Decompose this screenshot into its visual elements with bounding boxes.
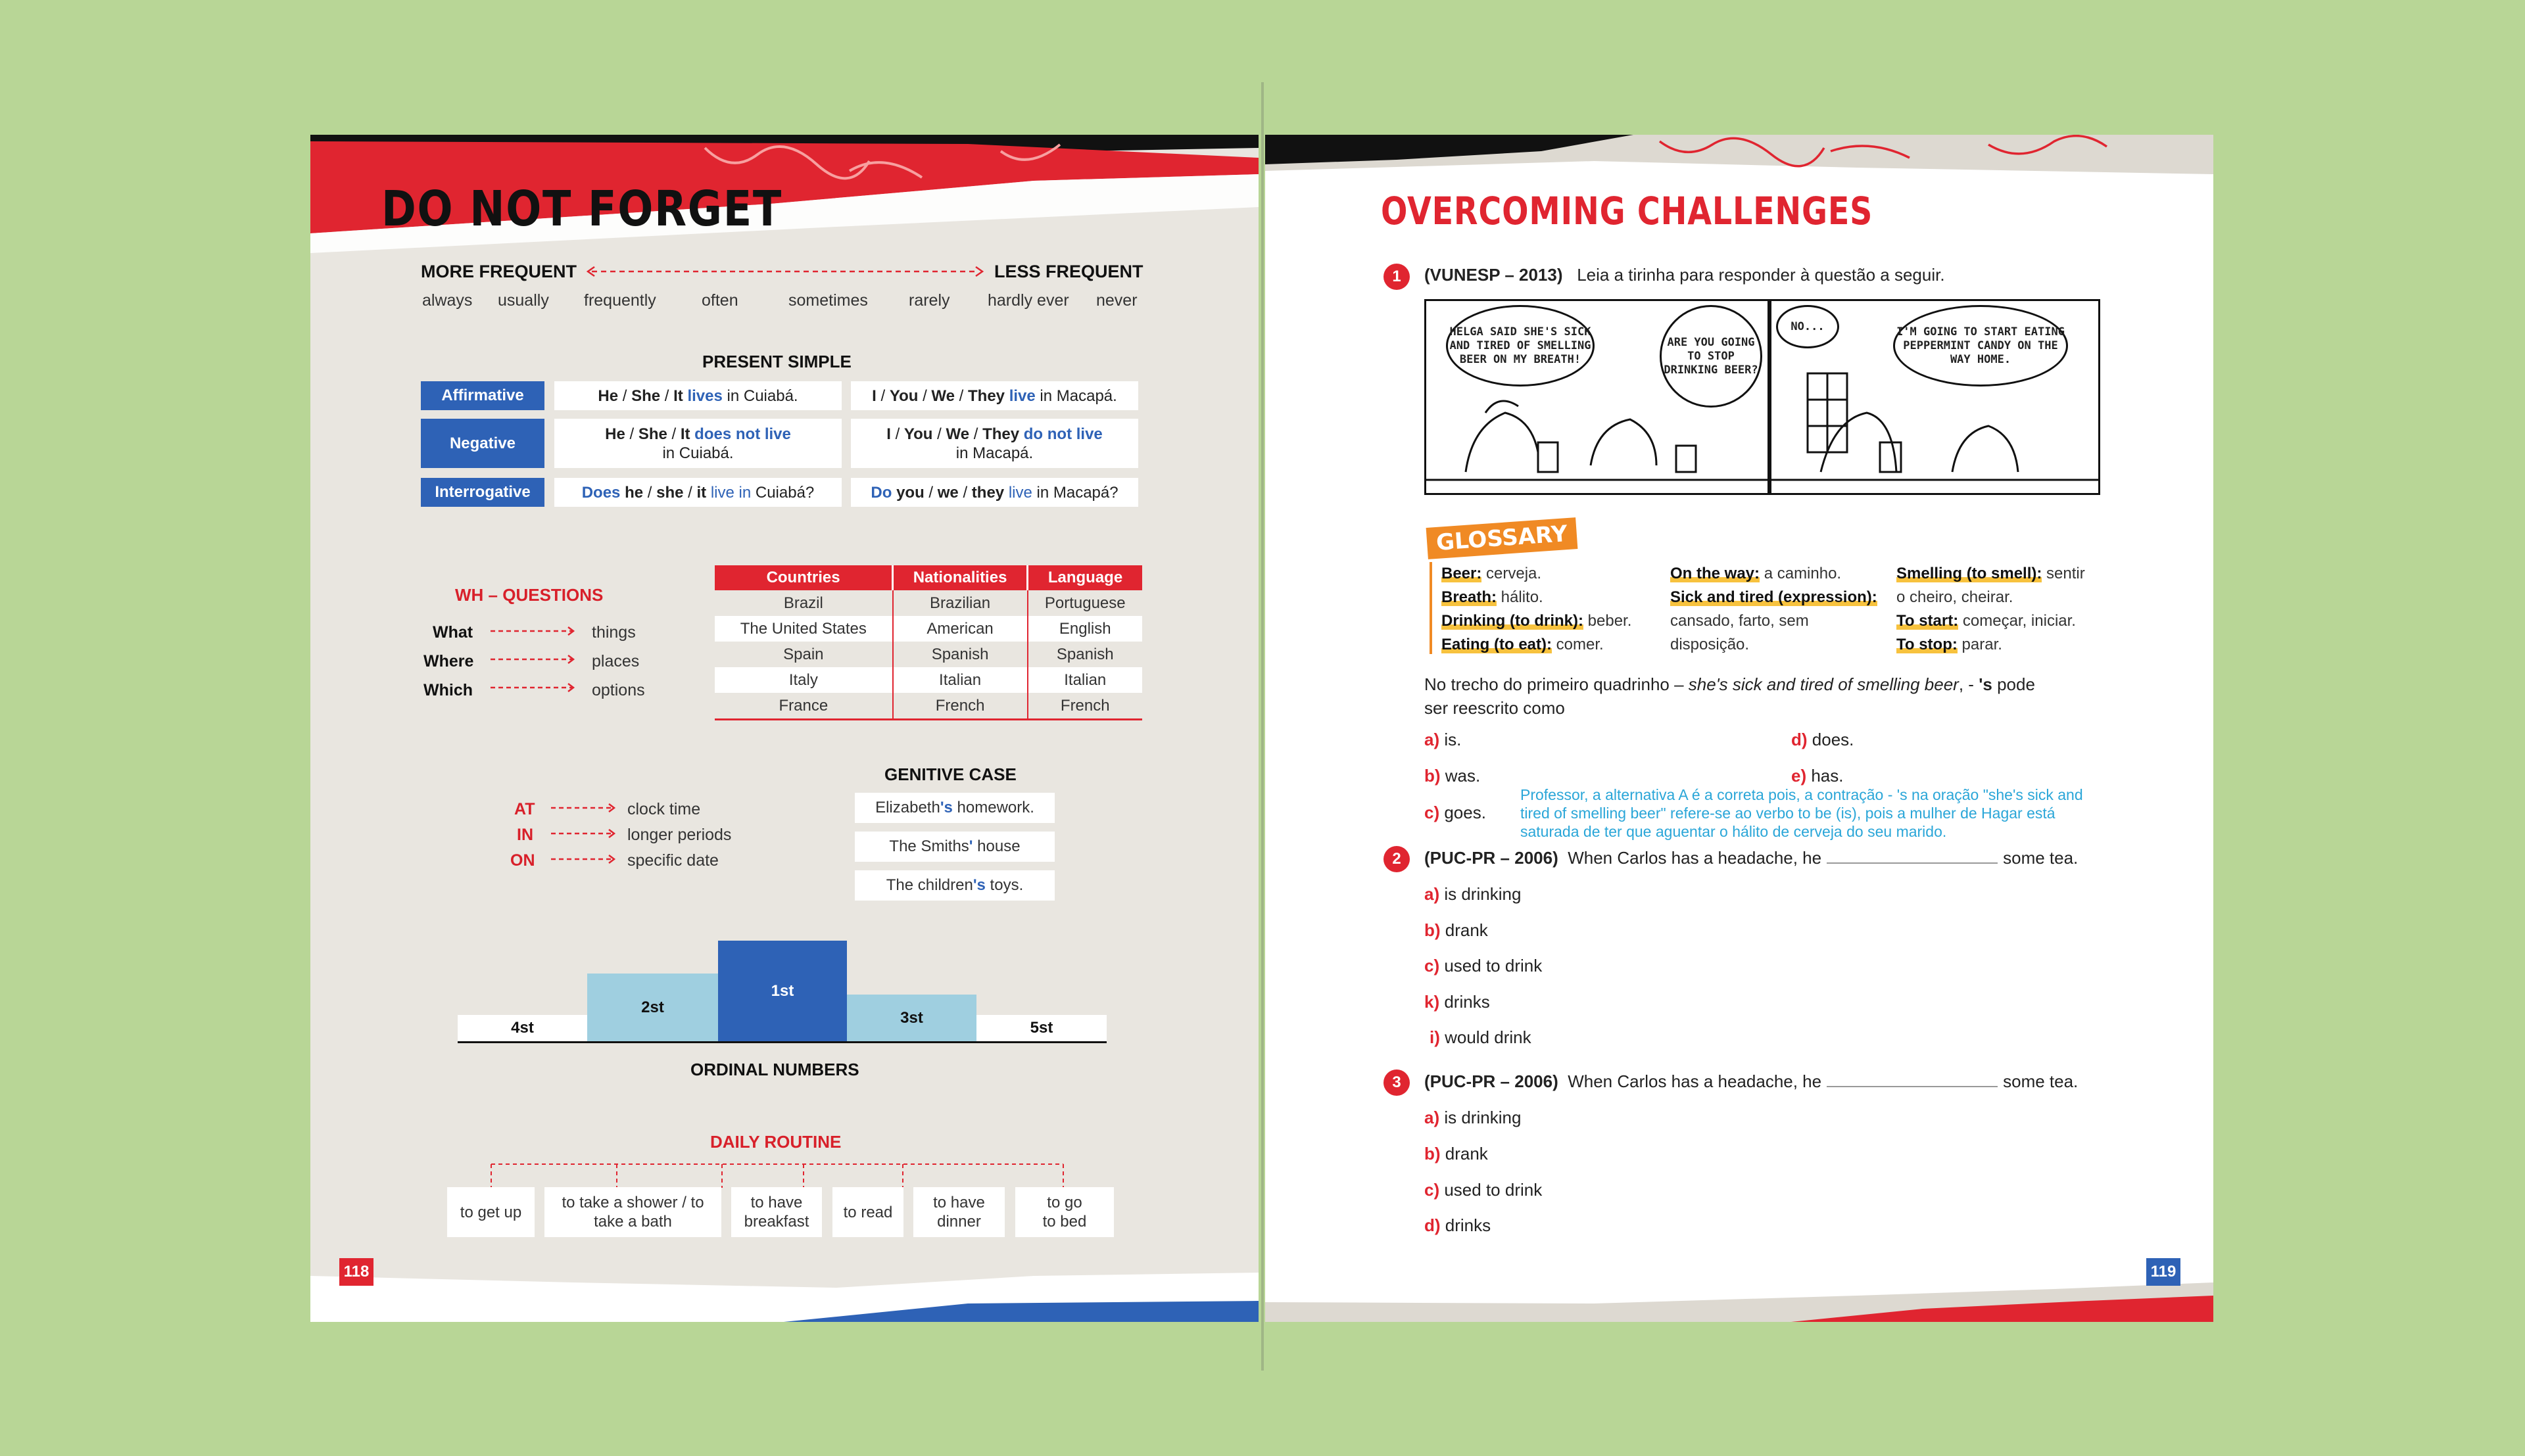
table-cell: The United States [715, 616, 893, 642]
table-cell: Portuguese [1028, 590, 1142, 616]
table-cell: English [1028, 616, 1142, 642]
table-cell: French [1028, 693, 1142, 720]
col-countries: Countries [715, 565, 893, 590]
book-spine [1261, 82, 1264, 1371]
routine-get-up: to get up [447, 1187, 535, 1237]
wh-places: places [592, 652, 640, 670]
page-title-right: OVERCOMING CHALLENGES [1381, 189, 1873, 233]
q3-option-a[interactable]: a) is drinking [1424, 1108, 1522, 1127]
affirmative-other-persons: I / You / We / They live in Macapá. [851, 381, 1138, 410]
frequency-arrow [585, 265, 986, 278]
ordinal-numbers-title: ORDINAL NUMBERS [690, 1060, 859, 1079]
comic-strip [1424, 299, 2100, 495]
freq-sometimes: sometimes [788, 291, 868, 310]
genitive-title: GENITIVE CASE [884, 764, 1017, 784]
genitive-example-2: The Smiths' house [855, 832, 1055, 862]
prep-specific-date: specific date [627, 851, 719, 870]
table-cell: France [715, 693, 893, 720]
present-simple-title: PRESENT SIMPLE [702, 352, 852, 371]
q3-option-b[interactable]: b) drank [1424, 1144, 1488, 1163]
q2-option-k[interactable]: k) drinks [1424, 992, 1490, 1012]
freq-rarely: rarely [909, 291, 950, 310]
left-page [310, 135, 1259, 1322]
table-cell: American [893, 616, 1028, 642]
teacher-note: Professor, a alternativa A é a correta pois, a contração - 's na oração "she's sick and tired of smelling beer" refere-se ao verbo to be (is), pois a mulher de Hagar está saturada de ter que aguentar o hálito de cerveja do seu marido. [1520, 786, 2083, 840]
interrogative-label: Interrogative [421, 478, 544, 507]
right-bottom-banner [1265, 1263, 2213, 1322]
podium-base [458, 1041, 1107, 1043]
q1-option-e[interactable]: e) has. [1791, 766, 1844, 786]
q2-option-a[interactable]: a) is drinking [1424, 884, 1522, 904]
wh-where: Where [423, 652, 474, 670]
glossary-bar [1430, 562, 1432, 654]
affirmative-third-person: He / She / It lives in Cuiabá. [554, 381, 842, 410]
page-number-left: 118 [339, 1258, 373, 1286]
negative-label: Negative [421, 419, 544, 468]
wh-options: options [592, 681, 645, 699]
prep-on: ON [510, 851, 535, 870]
podium-4st: 4st [458, 1015, 587, 1041]
question-2-header: (PUC-PR – 2006) When Carlos has a headache, he some tea. [1424, 848, 2079, 868]
comic-bubble-1: HELGA SAID SHE'S SICK AND TIRED OF SMELLING BEER ON MY BREATH! [1446, 305, 1595, 387]
podium-3st: 3st [847, 995, 976, 1041]
prep-at: AT [514, 800, 535, 818]
glossary-col-3: Smelling (to smell): sentir o cheiro, cheirar. To start: começar, iniciar. To stop: parar. [1896, 565, 2085, 653]
negative-other-persons: I / You / We / They do not live in Macapá. [851, 419, 1138, 468]
affirmative-label: Affirmative [421, 381, 544, 410]
genitive-example-3: The children's toys. [855, 870, 1055, 901]
routine-read: to read [832, 1187, 903, 1237]
question-3-number: 3 [1383, 1069, 1410, 1096]
wh-things: things [592, 623, 636, 642]
negative-third-person: He / She / It does not live in Cuiabá. [554, 419, 842, 468]
freq-usually: usually [498, 291, 549, 310]
q1-option-a[interactable]: a) is. [1424, 730, 1462, 749]
question-3-header: (PUC-PR – 2006) When Carlos has a headache, he some tea. [1424, 1071, 2079, 1091]
table-cell: French [893, 693, 1028, 720]
routine-bed: to go to bed [1015, 1187, 1114, 1237]
table-row [715, 667, 1142, 693]
table-row [715, 590, 1142, 616]
left-bottom-banner [310, 1256, 1259, 1322]
col-language: Language [1028, 565, 1142, 590]
wh-arrows [488, 624, 580, 697]
less-frequent-label: LESS FREQUENT [994, 262, 1143, 281]
q3-option-c[interactable]: c) used to drink [1424, 1180, 1543, 1200]
freq-often: often [702, 291, 738, 310]
prep-in: IN [517, 826, 533, 844]
interrogative-third-person: Does he / she / it live in Cuiabá? [554, 478, 842, 507]
q1-option-b[interactable]: b) was. [1424, 766, 1481, 786]
q1-option-d[interactable]: d) does. [1791, 730, 1854, 749]
table-row [715, 616, 1142, 642]
table-cell: Spanish [1028, 642, 1142, 667]
right-top-banner [1265, 135, 2213, 181]
table-cell: Spanish [893, 642, 1028, 667]
question-1-header: (VUNESP – 2013) Leia a tirinha para responder à questão a seguir. [1424, 265, 1945, 285]
table-cell: Spain [715, 642, 893, 667]
podium-1st: 1st [718, 941, 847, 1041]
comic-bubble-3: NO... [1776, 305, 1839, 348]
interrogative-other-persons: Do you / we / they live in Macapá? [851, 478, 1138, 507]
q2-blank [1827, 862, 1998, 864]
routine-dinner: to have dinner [913, 1187, 1005, 1237]
page-number-right: 119 [2146, 1258, 2180, 1286]
comic-bubble-2: ARE YOU GOING TO STOP DRINKING BEER? [1660, 305, 1762, 408]
prep-longer-periods: longer periods [627, 826, 732, 844]
q2-option-i[interactable]: i) would drink [1430, 1027, 1531, 1047]
col-nationalities: Nationalities [893, 565, 1028, 590]
podium-2st: 2st [587, 974, 718, 1041]
glossary-col-2: On the way: a caminho. Sick and tired (expression): cansado, farto, sem disposição. [1670, 565, 1877, 653]
table-cell: Brazil [715, 590, 893, 616]
prep-arrows [548, 801, 621, 867]
podium-5st: 5st [976, 1015, 1107, 1041]
q3-blank [1827, 1086, 1998, 1087]
freq-never: never [1096, 291, 1138, 310]
countries-table [715, 565, 1142, 720]
routine-breakfast: to have breakfast [731, 1187, 822, 1237]
table-cell: Italian [893, 667, 1028, 693]
table-cell: Brazilian [893, 590, 1028, 616]
q3-option-d[interactable]: d) drinks [1424, 1215, 1491, 1235]
question-1-prompt: No trecho do primeiro quadrinho – she's sick and tired of smelling beer, - 's pode ser reescrito como [1424, 674, 2035, 718]
wh-what: What [433, 623, 473, 642]
freq-frequently: frequently [584, 291, 656, 310]
daily-routine-title: DAILY ROUTINE [710, 1132, 842, 1152]
question-1-number: 1 [1383, 264, 1410, 290]
question-2-number: 2 [1383, 846, 1410, 872]
routine-shower: to take a shower / to take a bath [544, 1187, 721, 1237]
table-row [715, 693, 1142, 720]
table-row [715, 642, 1142, 667]
freq-always: always [422, 291, 473, 310]
q2-option-b[interactable]: b) drank [1424, 920, 1488, 940]
glossary-tag: GLOSSARY [1426, 517, 1578, 559]
table-cell: Italian [1028, 667, 1142, 693]
glossary-col-1: Beer: cerveja. Breath: hálito. Drinking (to drink): beber. Eating (to eat): comer. [1441, 565, 1632, 653]
table-cell: Italy [715, 667, 893, 693]
genitive-example-1: Elizabeth's homework. [855, 793, 1055, 823]
q2-option-c[interactable]: c) used to drink [1424, 956, 1543, 975]
page-title: DO NOT FORGET [381, 181, 783, 237]
right-page [1265, 135, 2213, 1322]
prep-clock-time: clock time [627, 800, 701, 818]
q1-option-c[interactable]: c) goes. [1424, 803, 1486, 822]
wh-questions-title: WH – QUESTIONS [455, 585, 604, 605]
freq-hardly-ever: hardly ever [988, 291, 1069, 310]
more-frequent-label: MORE FREQUENT [421, 262, 577, 281]
wh-which: Which [423, 681, 473, 699]
comic-bubble-4: I'M GOING TO START EATING PEPPERMINT CANDY ON THE WAY HOME. [1893, 305, 2068, 387]
